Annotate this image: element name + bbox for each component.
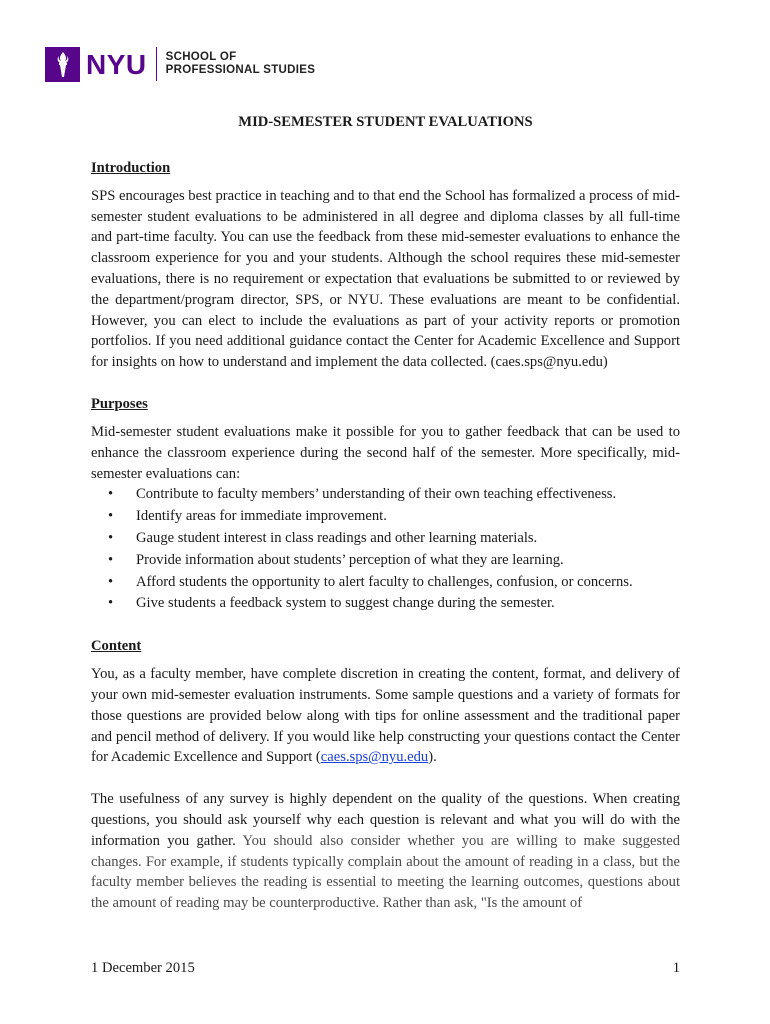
caes-email-link[interactable]: caes.sps@nyu.edu [320, 749, 429, 766]
list-item: • Gauge student interest in class readings and other learning materials. [136, 528, 680, 550]
footer-date: 1 December 2015 [91, 960, 195, 976]
purposes-list [91, 484, 680, 615]
list-item: • Give students a feedback system to suggest change during the semester. [136, 593, 680, 615]
logo-school-name [166, 51, 316, 77]
purposes-heading: Purposes [91, 395, 148, 412]
logo-nyu-wordmark: NYU [86, 48, 147, 80]
purposes-intro: Mid-semester student evaluations make it possible for you to gather feedback that can be used to enhance the classroom experience during the second half of the semester. More specifically, mid-semester evaluations can: [91, 423, 680, 482]
list-item: • Identify areas for immediate improvement. [136, 506, 680, 528]
logo-school-line1: SCHOOL OF [165, 51, 237, 63]
nyu-sps-logo [45, 45, 315, 83]
content-paragraph-2-faded: You should also consider whether you are willing to make suggested changes. For example, if students typically complain about the amount of reading in a class, but the faculty member believes the reading is essential to meeting the learning outcomes, questions about the amount of reading may be counterproductive. Rather than ask, "Is the amount of [91, 832, 680, 912]
introduction-heading: Introduction [91, 159, 171, 176]
list-item: • Provide information about students’ perception of what they are learning. [136, 550, 680, 572]
content-heading: Content [91, 638, 142, 655]
content-paragraph-1 [91, 664, 680, 768]
logo-school-line2: PROFESSIONAL STUDIES [165, 64, 316, 76]
content-paragraph-1-end: ). [428, 749, 437, 766]
document-title: MID-SEMESTER STUDENT EVALUATIONS [238, 114, 533, 130]
introduction-paragraph: SPS encourages best practice in teaching and to that end the School has formalized a process of mid-semester student evaluations to be administered in all degree and diploma classes by all full-time and part-time faculty. You can use the feedback from these mid-semester evaluations to enhance the classroom experience for you and your students. Although the school requires these mid-semester evaluations, there is no requirement or expectation that evaluations be submitted to or reviewed by the department/program director, SPS, or NYU. These evaluations are meant to be confidential. However, you can elect to include the evaluations as part of your activity reports or promotion portfolios. If you need additional guidance contact the Center for Academic Excellence and Support for insights on how to understand and implement the data collected. (caes.sps@nyu.edu) [91, 187, 680, 371]
document-body [91, 112, 680, 914]
list-item: • Contribute to faculty members’ understanding of their own teaching effectiveness. [136, 484, 680, 506]
logo-divider [156, 47, 157, 81]
list-item: • Afford students the opportunity to alert faculty to challenges, confusion, or concerns. [136, 572, 680, 594]
page-footer [91, 960, 680, 977]
footer-page-number: 1 [672, 960, 680, 976]
content-paragraph-2 [91, 789, 680, 914]
content-paragraph-2-main: The usefulness of any survey is highly dependent on the quality of the questions. When creating questions, you should ask yourself why each question is relevant and what you will do with the information you gather. [91, 791, 680, 849]
torch-icon [45, 47, 80, 82]
content-paragraph-1-text: You, as a faculty member, have complete discretion in creating the content, format, and delivery of your own mid-semester evaluation instruments. Some sample questions and a variety of formats for those questions are provided below along with tips for online assessment and the traditional paper and pencil method of delivery. If you would like help constructing your questions contact the Center for Academic Excellence and Support ( [91, 666, 680, 766]
